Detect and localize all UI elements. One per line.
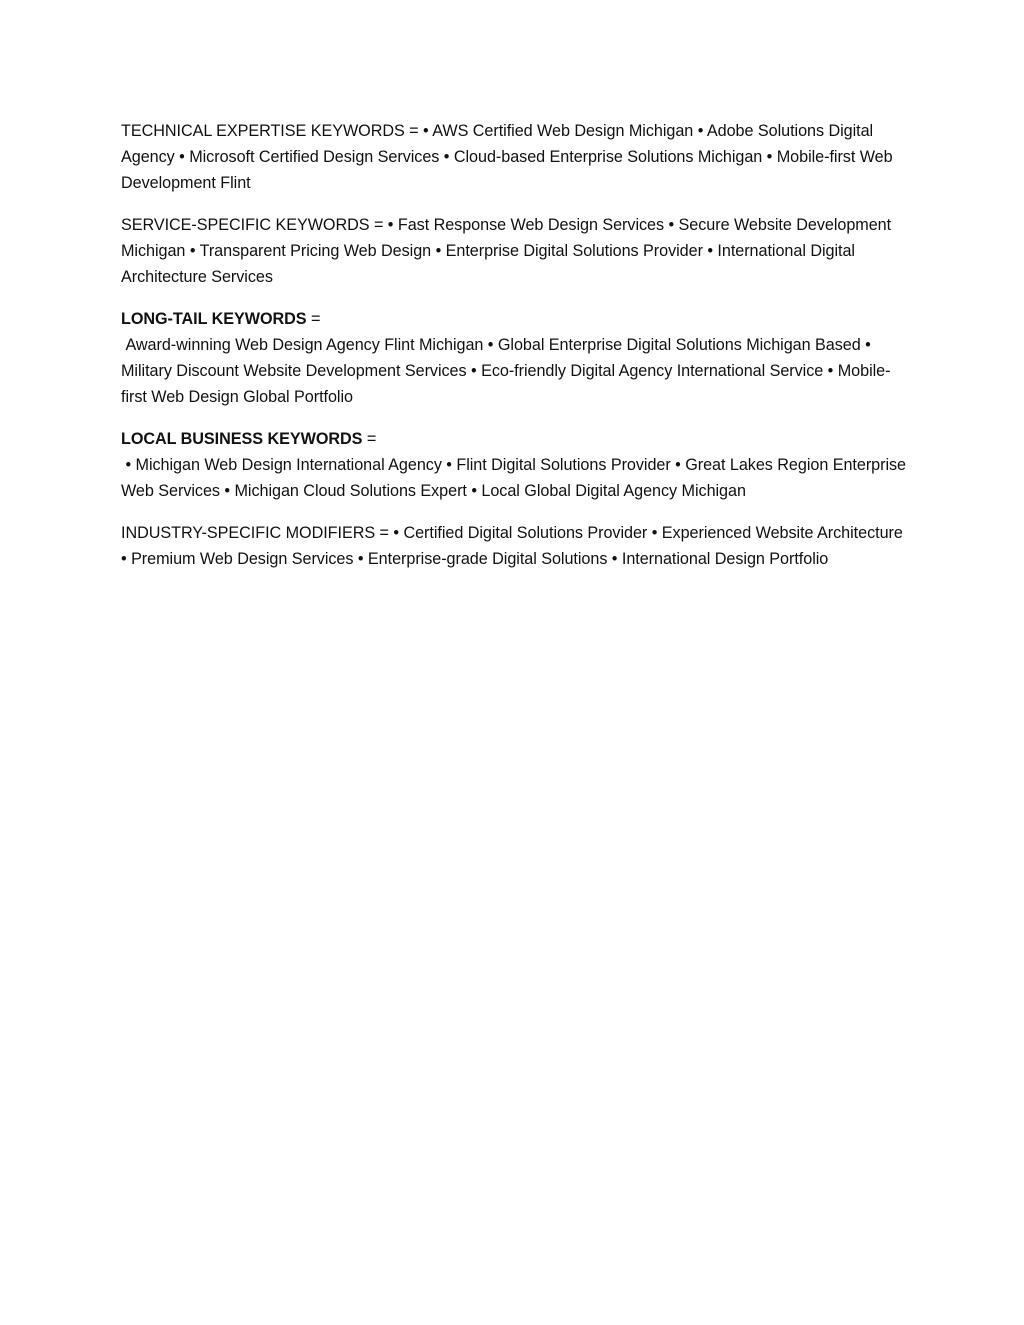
long-tail-keywords-list: Award-winning Web Design Agency Flint Michigan • Global Enterprise Digital Solutions Michigan Based • Military Discount Website Development Services • Eco-friendly Digital Agency International Service • Mobile-first Web Design Global Portfolio [121, 336, 891, 406]
document-body [121, 118, 911, 588]
local-business-keywords-list: • Michigan Web Design International Agency • Flint Digital Solutions Provider • Great Lakes Region Enterprise Web Services • Michigan Cloud Solutions Expert • Local Global Digital Agency Michigan [121, 456, 911, 500]
local-business-keywords-equals: = [362, 430, 377, 448]
long-tail-keywords-heading: LONG-TAIL KEYWORDS [121, 310, 307, 328]
local-business-keywords-paragraph [121, 426, 911, 504]
long-tail-keywords-equals: = [306, 310, 321, 328]
technical-expertise-keywords-paragraph: TECHNICAL EXPERTISE KEYWORDS = • AWS Certified Web Design Michigan • Adobe Solutions Digital Agency • Microsoft Certified Design Services • Cloud-based Enterprise Solutions Michigan • Mobile-first Web Development Flint [121, 122, 893, 192]
industry-specific-modifiers-paragraph: INDUSTRY-SPECIFIC MODIFIERS = • Certified Digital Solutions Provider • Experienced Website Architecture • Premium Web Design Services • Enterprise-grade Digital Solutions • International Design Portfolio [121, 524, 903, 568]
long-tail-keywords-paragraph [121, 306, 911, 410]
local-business-keywords-heading: LOCAL BUSINESS KEYWORDS [121, 430, 363, 448]
service-specific-keywords-paragraph: SERVICE-SPECIFIC KEYWORDS = • Fast Response Web Design Services • Secure Website Development Michigan • Transparent Pricing Web Design • Enterprise Digital Solutions Provider • International Digital Architecture Services [121, 216, 892, 286]
